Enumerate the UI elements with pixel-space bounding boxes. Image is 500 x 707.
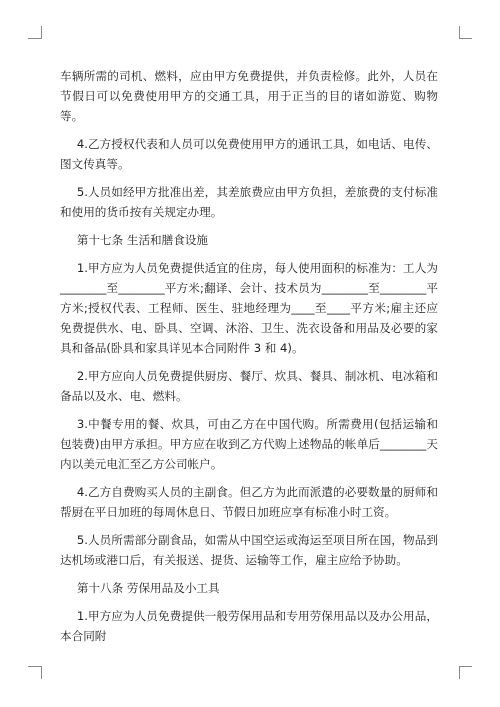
paragraph-item: 3.中餐专用的餐、炊具，可由乙方在中国代购。所需费用(包括运输和包装费)由甲方承担。甲方应在收到乙方代购上述物品的帐单后________天内以美元电汇至乙方公司帐户。 xyxy=(60,417,438,471)
paragraph-item: 4.乙方自费购买人员的主副食。但乙方为此而派遣的必要数量的厨师和帮厨在平日加班的每周休息日、节假日加班应享有标准小时工资。 xyxy=(60,485,438,519)
paragraph-item: 2.甲方应向人员免费提供厨房、餐厅、炊具、餐具、制冰机、电冰箱和备品以及水、电、燃料。 xyxy=(60,369,438,403)
crop-mark-bottom-left-vertical xyxy=(41,666,42,679)
crop-mark-top-left-vertical xyxy=(41,26,42,39)
paragraph-item: 4.乙方授权代表和人员可以免费使用甲方的通讯工具，如电话、电传、图文传真等。 xyxy=(60,137,438,171)
section-heading: 第十八条 劳保用品及小工具 xyxy=(76,581,220,595)
crop-mark-top-left-horizontal xyxy=(28,38,41,39)
crop-mark-bottom-right-horizontal xyxy=(459,666,472,667)
paragraph-item: 5.人员所需部分副食品，如需从中国空运或海运至项目所在国，物品到达机场或港口后，有关报送、提货、运输等工作，雇主应给予协助。 xyxy=(60,533,438,567)
paragraph-item: 5.人员如经甲方批准出差，其差旅费应由甲方负担，差旅费的支付标准和使用的货币按有关规定办理。 xyxy=(60,185,438,219)
paragraph-item: 1.甲方应为人员免费提供适宜的住房，每人使用面积的标准为：工人为________至________平方米;翻译、会计、技术员为________至________平方米;授权代表、工程师、医生、驻地经理为____至____平方米;雇主还应免费提供水、电、卧具、空调、沐浴、卫生、洗衣设备和用品及必要的家具和备品(卧具和家具详见本合同附件 3 和 4)。 xyxy=(60,261,438,355)
crop-mark-bottom-right-vertical xyxy=(459,666,460,679)
paragraph-continuation: 车辆所需的司机、燃料，应由甲方免费提供，并负责检修。此外，人员在节假日可以免费使用甲方的交通工具，用于正当的目的诸如游览、购物等。 xyxy=(60,69,438,123)
paragraph-item: 1.甲方应为人员免费提供一般劳保用品和专用劳保用品以及办公用品，本合同附 xyxy=(60,609,438,643)
crop-mark-bottom-left-horizontal xyxy=(28,666,41,667)
crop-mark-top-right-vertical xyxy=(459,26,460,39)
section-heading: 第十七条 生活和膳食设施 xyxy=(76,233,209,247)
document-body xyxy=(60,66,438,654)
crop-mark-top-right-horizontal xyxy=(459,38,472,39)
